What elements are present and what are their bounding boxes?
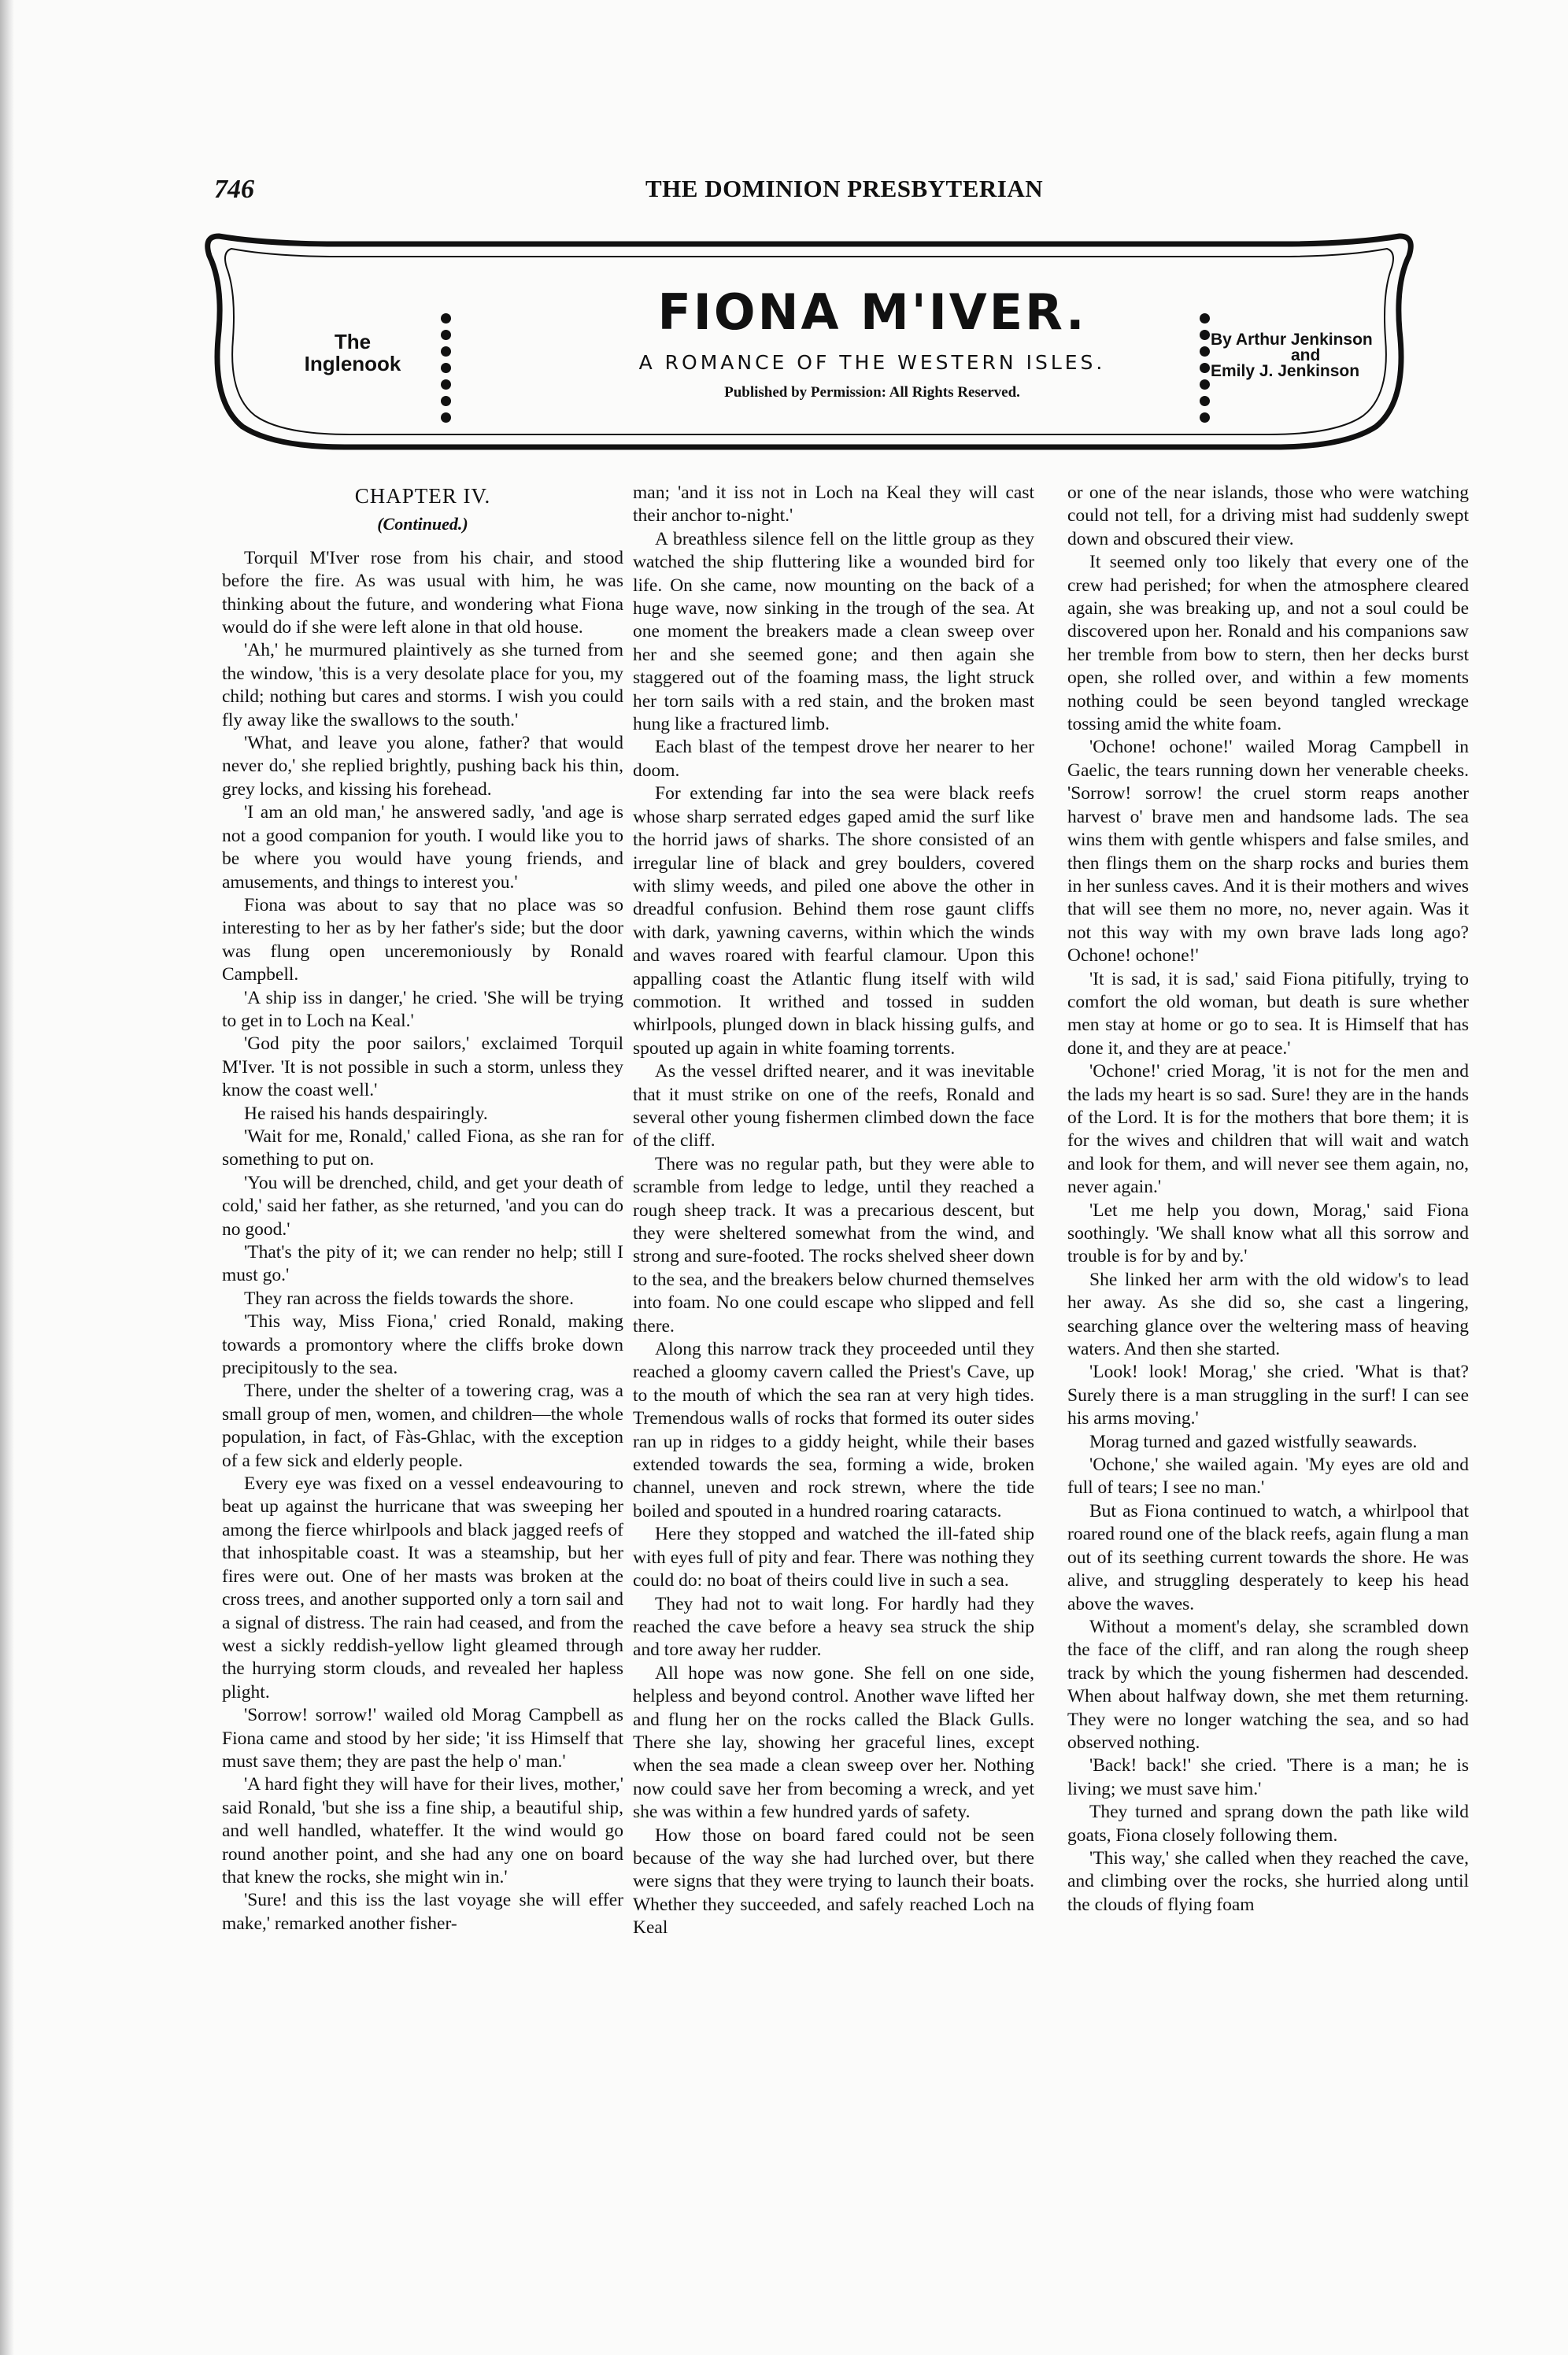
paragraph: 'Sorrow! sorrow!' wailed old Morag Campbell as Fiona came and stood by her side; 'it iss Himself that must save them; they are past the help o' man.' [222,1705,623,1772]
byline-line: Emily J. Jenkinson [1211,362,1360,380]
paragraph: 'Wait for me, Ronald,' called Fiona, as she ran for something to put on. [222,1126,623,1170]
paragraph: 'You will be drenched, child, and get your death of cold,' said her father, as she returned, 'and you can do no good.' [222,1172,623,1240]
paragraph: Every eye was fixed on a vessel endeavouring to beat up against the hurricane that was sweeping her among the fierce whirlpools and black jagged reefs of that inhospitable coast. It was a steamship, but her fires were out. One of her masts was broken at the cross trees, and another supported only a torn sail and a signal of distress. The rain had ceased, and from the west a sickly reddish-yellow light gleamed through the hurrying storm clouds, and revealed her hapless plight. [222,1473,623,1702]
chapter-heading: CHAPTER IV. [354,484,491,508]
paragraph: There was no regular path, but they were able to scramble from ledge to ledge, until they reached a rough sheep track. It was a precarious descent, but they were sheltered somewhat from the wind, and strong and sure-footed. The rocks shelved sheer down to the sea, and the breakers below churned themselves into foam. No one could escape who slipped and fell there. [633,1153,1034,1336]
paragraph: 'Let me help you down, Morag,' said Fiona soothingly. 'We shall know what all this sorrow and trouble is for by and by.' [1067,1200,1469,1267]
paragraph: For extending far into the sea were black reefs whose sharp serrated edges gaped amid the surf like the horrid jaws of sharks. The shore consisted of an irregular line of black and grey boulders, covered with slimy weeds, and piled one above the other in dreadful confusion. Behind them rose gaunt cliffs with dark, yawning caverns, within which the winds and waves roared with fearful clamour. Upon this appalling coast the Atlantic flung itself with wild commotion. It writhed and tossed in sudden whirlpools, plunged down in black hissing gulfs, and spouted up again in white foaming torrents. [633,783,1034,1059]
story-subtitle: A ROMANCE OF THE WESTERN ISLES. [638,351,1106,374]
paragraph: But as Fiona continued to watch, a whirlpool that roared round one of the black reefs, again flung a man out of its seething current towards the shore. He was alive, and struggling desperately to keep his head above the waves. [1067,1500,1469,1614]
title-banner [187,220,1431,472]
permission-notice: Published by Permission: All Rights Reserved. [724,384,1020,401]
paragraph: There, under the shelter of a towering crag, was a small group of men, women, and children—the whole population, in fact, of Fàs-Ghlac, with the exception of a few sick and elderly people. [222,1381,623,1471]
text-column-2 [633,482,1034,1940]
paragraph: Torquil M'Iver rose from his chair, and stood before the fire. As was usual with him, he was thinking about the future, and wondering what Fiona would do if she were left alone in that old house. [222,547,623,638]
byline [1211,332,1423,379]
continued-note: (Continued.) [377,514,468,534]
paragraph: It seemed only too likely that every one of the crew had perished; for when the atmosphere cleared again, she was breaking up, and not a soul could be discovered upon her. Ronald and his companions saw her tremble from bow to stern, then her decks burst open, she rolled over, and within a few moments nothing could be seen beyond tangled wreckage tossing amid the white foam. [1067,552,1469,735]
paragraph: Each blast of the tempest drove her nearer to her doom. [633,737,1034,781]
paragraph: 'What, and leave you alone, father? that would never do,' she replied brightly, pushing back his thin, grey locks, and kissing his forehead. [222,733,623,800]
paragraph: 'Sure! and this iss the last voyage she will effer make,' remarked another fisher- [222,1890,623,1934]
paragraph: man; 'and it iss not in Loch na Keal they will cast their anchor to-night.' [633,482,1034,527]
paragraph: Morag turned and gazed wistfully seawards. [1089,1431,1418,1452]
text-column-3 [1067,482,1469,1917]
paragraph: 'I am an old man,' he answered sadly, 'and age is not a good companion for youth. I would like you to be where you would have young friends, and amusements, and things to interest you.' [222,802,623,893]
paragraph: They ran across the fields towards the shore. [244,1288,574,1309]
paragraph: 'Back! back!' she cried. 'There is a man; he is living; we must save him.' [1067,1755,1469,1799]
column-paragraphs [222,547,623,1935]
paragraph: 'A hard fight they will have for their lives, mother,' said Ronald, 'but she iss a fine ship, a beautiful ship, and well handled, whateffer. It the wind would go round another point, and she had any one on board that knew the rocks, she might win in.' [222,1774,623,1887]
scan-edge [0,0,14,2355]
paragraph: 'Ochone,' she wailed again. 'My eyes are old and full of tears; I see no man.' [1067,1455,1469,1499]
paragraph: or one of the near islands, those who were watching could not tell, for a driving mist had suddenly swept down and obscured their view. [1067,482,1469,549]
section-label-line: Inglenook [304,352,401,375]
column-paragraphs [633,528,1034,1940]
paragraph: Fiona was about to say that no place was so interesting to her as by her father's side; but the door was flung open unceremoniously by Ronald Campbell. [222,894,623,985]
paragraph: As the vessel drifted nearer, and it was inevitable that it must strike on one of the reefs, Ronald and several other young fishermen climbed down the face of the cliff. [633,1061,1034,1152]
paragraph: 'A ship iss in danger,' he cried. 'She will be trying to get in to Loch na Keal.' [222,987,623,1031]
paragraph: A breathless silence fell on the little group as they watched the ship fluttering like a wounded bird for life. On she came, now mounting on the back of a huge wave, now sinking in the trough of the sea. At one moment the breakers made a clean sweep over her and she seemed gone; and then again she staggered out of the foaming mass, the light struck her torn sails with a red stain, and the broken mast hung like a fractured limb. [633,528,1034,735]
paragraph: Without a moment's delay, she scrambled down the face of the cliff, and ran along the rough sheep track by which the young fishermen had descended. When about halfway down, she met them returning. They were no longer watching the sea, and so had observed nothing. [1067,1616,1469,1753]
paragraph: 'This way, Miss Fiona,' cried Ronald, making towards a promontory where the cliffs broke down precipitously to the sea. [222,1311,623,1379]
paragraph: All hope was now gone. She fell on one side, helpless and beyond control. Another wave lifted her and flung her on the rocks called the Black Gulls. There she lay, showing her graceful lines, except when the sea made a clean sweep over her. Nothing now could save her from becoming a wreck, and yet she was within a few hundred yards of safety. [633,1662,1034,1823]
paragraph: 'God pity the poor sailors,' exclaimed Torquil M'Iver. 'It is not possible in such a storm, unless they know the coast well.' [222,1033,623,1101]
paragraph: 'That's the pity of it; we can render no help; still I must go.' [222,1242,623,1286]
paragraph: 'It is sad, it is sad,' said Fiona pitifully, trying to comfort the old woman, but death is sure whether men stay at home or go to sea. It is Himself that has done it, and they are at peace.' [1067,968,1469,1059]
paragraph: 'Ah,' he murmured plaintively as she turned from the window, 'this is a very desolate place for you, my child; nothing but cares and storms. I wish you could fly away like the swallows to the south.' [222,640,623,730]
story-title: FIONA M'IVER. [657,283,1087,341]
paragraph: Along this narrow track they proceeded until they reached a gloomy cavern called the Priest's Cave, up to the mouth of which the sea ran at very high tides. Tremendous walls of rocks that formed its outer sides ran up in ridges to a giddy height, while their bases extended towards the sea, forming a wide, broken channel, uneven and rock strewn, where the tide boiled and spouted in a hundred roaring cataracts. [633,1339,1034,1521]
paragraph: She linked her arm with the old widow's to lead her away. As she did so, she cast a lingering, searching glance over the weltering mass of heaving waters. And then she started. [1067,1269,1469,1360]
paragraph: 'Look! look! Morag,' she cried. 'What is that? Surely there is a man struggling in the surf! I can see his arms moving.' [1067,1362,1469,1429]
byline-line: By Arthur Jenkinson [1211,331,1373,349]
paragraph: 'Ochone! ochone!' wailed Morag Campbell in Gaelic, the tears running down her venerable cheeks. 'Sorrow! sorrow! the cruel storm reaps another harvest o' brave men and handsome lads. The sea wins them with gentle whispers and false smiles, and then flings them on the sharp rocks and buries them in her sunless caves. And it is their mothers and wives that will see them no more, no, never again. Was it not this way with my own brave lads long ago? Ochone! ochone!' [1067,737,1469,967]
column-paragraphs [1067,551,1469,1917]
paragraph: They had not to wait long. For hardly had they reached the cave before a heavy sea struck the ship and tore away her rudder. [633,1593,1034,1661]
byline-line: and [1291,346,1321,364]
ornament-dots-left [441,313,453,429]
paragraph: He raised his hands despairingly. [244,1103,488,1124]
paragraph: They turned and sprang down the path like wild goats, Fiona closely following them. [1067,1802,1469,1846]
page-number: 746 [214,175,254,204]
paragraph: Here they stopped and watched the ill-fated ship with eyes full of pity and fear. There was nothing they could do: no boat of theirs could live in such a sea. [633,1524,1034,1592]
section-label-line: The [334,330,372,353]
paragraph: 'This way,' she called when they reached the cave, and climbing over the rocks, she hurried along until the clouds of flying foam [1067,1847,1469,1915]
section-label [290,331,416,375]
paragraph: 'Ochone!' cried Morag, 'it is not for the men and the lads my heart is so sad. Sure! they are in the hands of the Lord. It is for the mothers that bore them; it is for the wives and children that will wait and watch and look for them, and will never see them again, no, never again.' [1067,1061,1469,1198]
running-head: THE DOMINION PRESBYTERIAN [645,175,1044,202]
text-column-1 [222,482,623,1935]
paragraph: How those on board fared could not be seen because of the way she had lurched over, but there were signs that they were trying to launch their boats. Whether they succeeded, and safely reached Loch na Keal [633,1824,1034,1939]
